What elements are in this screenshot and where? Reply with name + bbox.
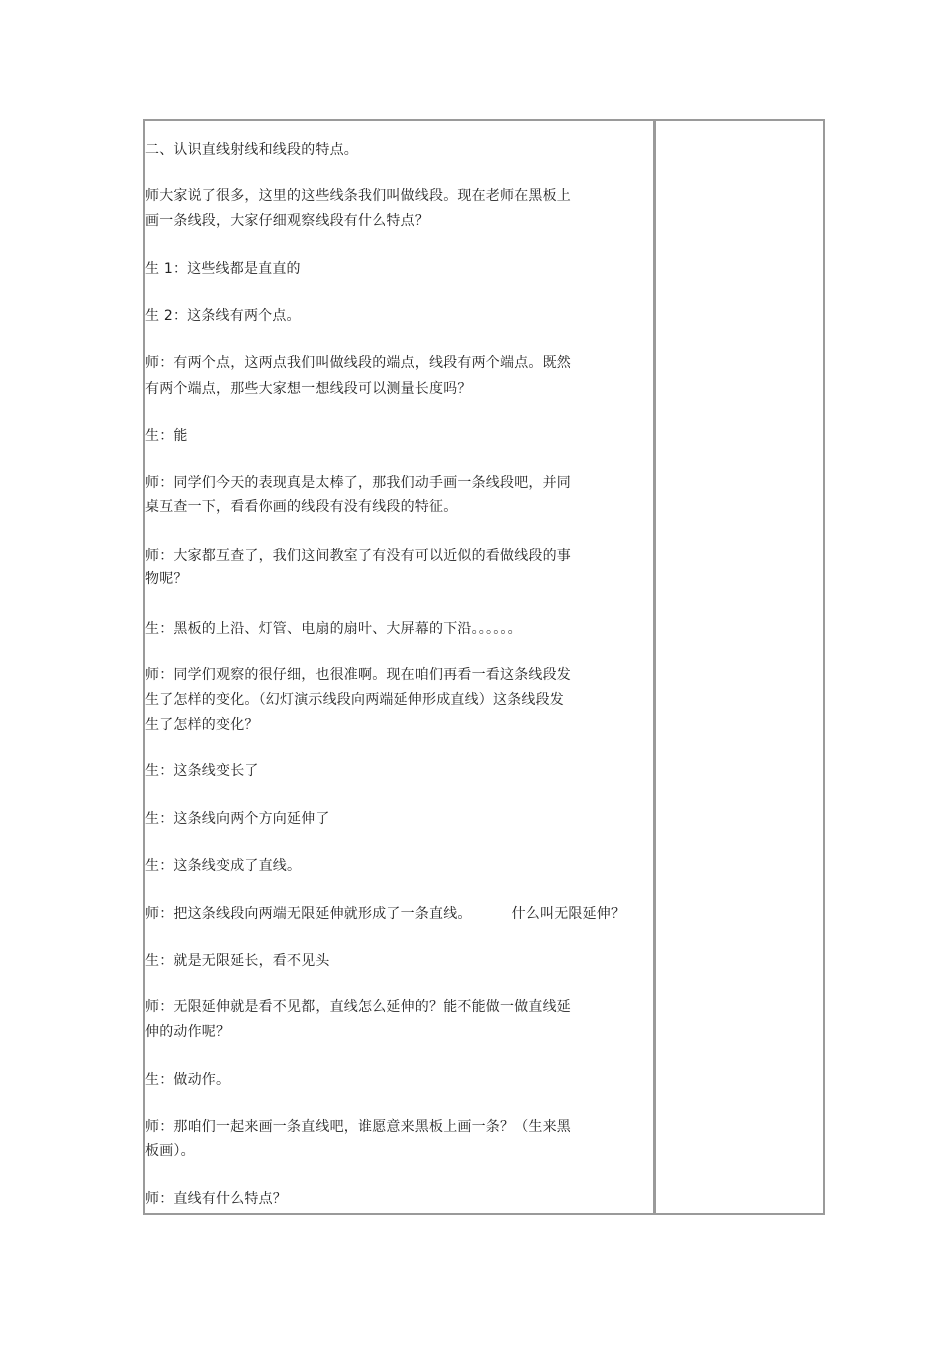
lesson-table	[143, 119, 825, 1215]
text-line: 物呢？	[145, 571, 188, 587]
text-line: 师：直线有什么特点？	[145, 1191, 287, 1207]
text-line: 生：这条线向两个方向延伸了	[145, 811, 330, 827]
text-line: 生：做动作。	[145, 1072, 231, 1088]
text-line: 有两个端点，那些大家想一想线段可以测量长度吗？	[145, 381, 472, 397]
text-line: 画一条线段，大家仔细观察线段有什么特点？	[145, 213, 429, 229]
text-line: 桌互查一下，看看你画的线段有没有线段的特征。	[145, 499, 458, 515]
text-line: 生了怎样的变化？	[145, 717, 259, 733]
text-line: 生：能	[145, 428, 188, 444]
column-divider	[653, 121, 656, 1213]
text-line: 师大家说了很多，这里的这些线条我们叫做线段。现在老师在黑板上	[145, 188, 571, 204]
text-line: 生了怎样的变化。（幻灯演示线段向两端延伸形成直线）这条线段发	[145, 692, 564, 708]
text-line-part: 什么叫无限延伸？	[511, 906, 626, 922]
text-line: 生：黑板的上沿、灯管、电扇的扇叶、大屏幕的下沿。。。。。。	[145, 621, 522, 637]
text-line: 生：这条线变成了直线。	[145, 858, 302, 874]
text-line: 伸的动作呢？	[145, 1024, 231, 1040]
text-line: 师：那咱们一起来画一条直线吧，谁愿意来黑板上画一条？（生来黑	[145, 1119, 571, 1135]
text-line: 师：同学们观察的很仔细，也很准啊。现在咱们再看一看这条线段发	[145, 667, 571, 683]
text-line: 师：大家都互查了，我们这间教室了有没有可以近似的看做线段的事	[145, 548, 571, 564]
section-heading: 二、认识直线射线和线段的特点。	[145, 142, 358, 158]
text-line-part: 师：把这条线段向两端无限延伸就形成了一条直线。	[145, 906, 472, 922]
text-line	[145, 905, 625, 923]
text-line: 师：有两个点，这两点我们叫做线段的端点，线段有两个端点。既然	[145, 355, 571, 371]
text-line: 师：同学们今天的表现真是太棒了，那我们动手画一条线段吧，并同	[145, 475, 571, 491]
text-line: 板画）。	[145, 1143, 195, 1159]
text-line: 生 1：这些线都是直直的	[145, 261, 301, 277]
text-line: 生 2：这条线有两个点。	[145, 308, 301, 324]
text-line: 生：就是无限延长，看不见头	[145, 953, 330, 969]
text-line: 生：这条线变长了	[145, 763, 259, 779]
text-line: 师：无限延伸就是看不见都，直线怎么延伸的？能不能做一做直线延	[145, 999, 571, 1015]
